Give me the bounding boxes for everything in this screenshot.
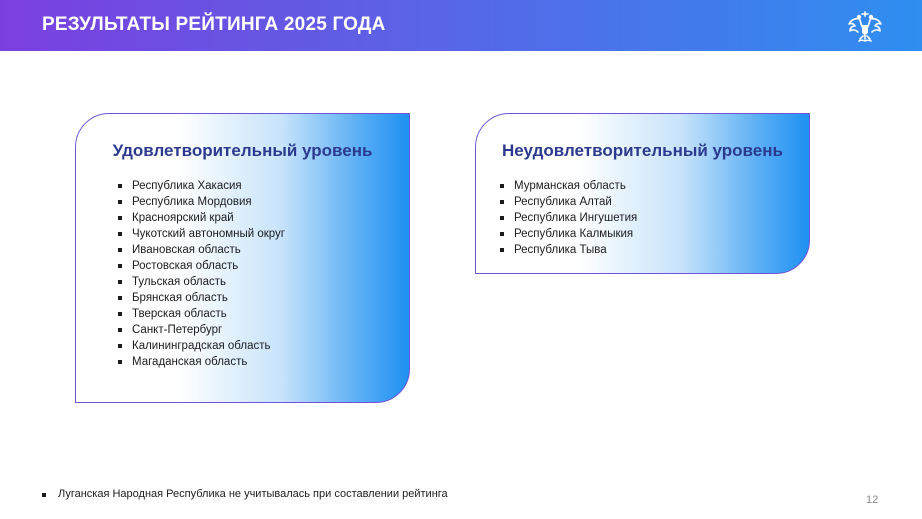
- satisfactory-regions-list: [118, 178, 285, 370]
- list-item: Республика Мордовия: [118, 194, 285, 210]
- unsatisfactory-regions-list: [500, 178, 637, 258]
- footnote: Луганская Народная Республика не учитывалась при составлении рейтинга: [42, 488, 448, 500]
- list-item: Республика Тыва: [500, 242, 637, 258]
- list-item: Ростовская область: [118, 258, 285, 274]
- list-item: Красноярский край: [118, 210, 285, 226]
- list-item: Тульская область: [118, 274, 285, 290]
- list-item: Тверская область: [118, 306, 285, 322]
- list-item: Республика Калмыкия: [500, 226, 637, 242]
- list-item: Брянская область: [118, 290, 285, 306]
- page-title: РЕЗУЛЬТАТЫ РЕЙТИНГА 2025 ГОДА: [42, 14, 386, 35]
- list-item: Калининградская область: [118, 338, 285, 354]
- list-item: Республика Алтай: [500, 194, 637, 210]
- list-item: Магаданская область: [118, 354, 285, 370]
- list-item: Чукотский автономный округ: [118, 226, 285, 242]
- double-headed-eagle-emblem-icon: [846, 8, 884, 44]
- list-item: Республика Хакасия: [118, 178, 285, 194]
- list-item: Республика Ингушетия: [500, 210, 637, 226]
- list-item: Ивановская область: [118, 242, 285, 258]
- card-title-satisfactory: Удовлетворительный уровень: [112, 141, 373, 160]
- card-title-unsatisfactory: Неудовлетворительный уровень: [502, 141, 783, 160]
- page-number: 12: [866, 494, 879, 506]
- list-item: Санкт-Петербург: [118, 322, 285, 338]
- satisfactory-level-card: [75, 113, 410, 403]
- header-bar: [0, 0, 922, 51]
- unsatisfactory-level-card: [475, 113, 810, 274]
- list-item: Мурманская область: [500, 178, 637, 194]
